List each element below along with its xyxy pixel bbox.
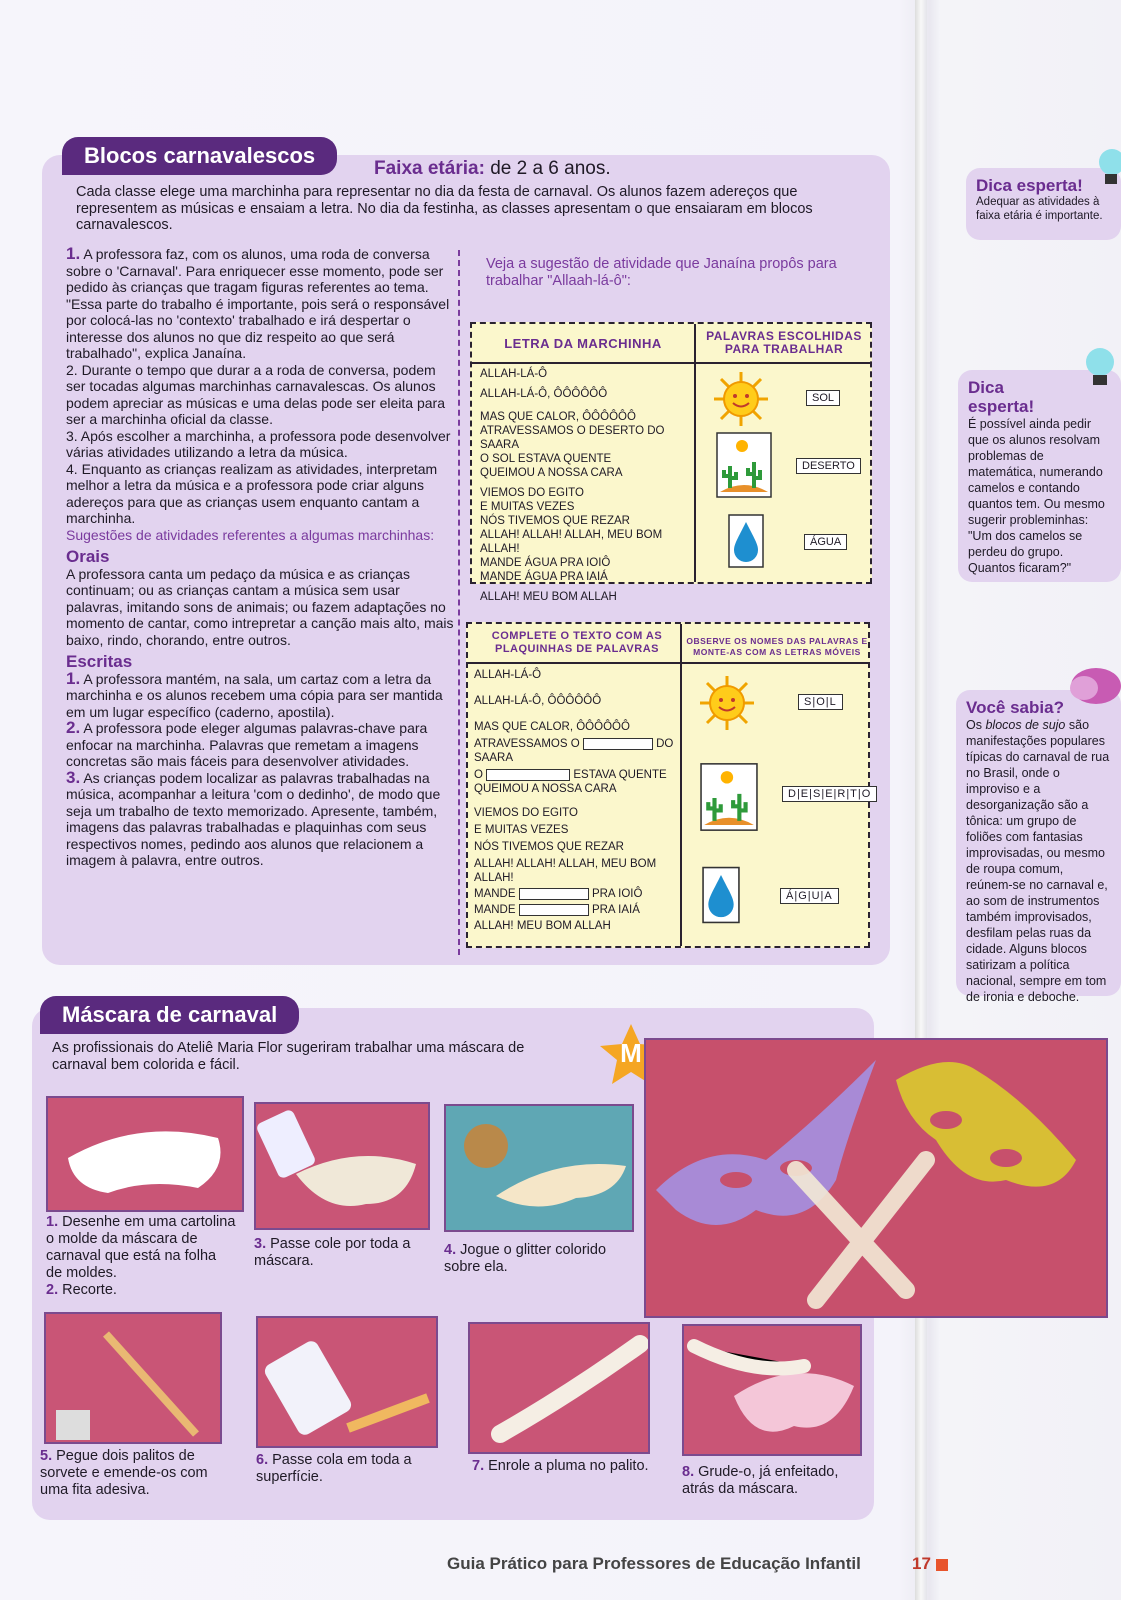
- caption-text: Jogue o glitter colorido sobre ela.: [444, 1242, 607, 1275]
- pink-mask-icon: [684, 1326, 862, 1456]
- lyric-line: NÓS TIVEMOS QUE REZAR: [474, 841, 624, 853]
- step-photo-4: [444, 1104, 634, 1232]
- lyric-line-blank: [474, 765, 680, 782]
- orais-text: A professora canta um pedaço da música e as crianças continuam; ou as crianças cantam a música sem usar palavras, imitando sons de animais; ou fazem adaptações no momento de cantar, como intrepretar a canção mais alto, mais baixo, rindo, chorando, entre outros.: [66, 565, 454, 648]
- lyric-line: E MUITAS VEZES: [480, 501, 575, 513]
- caption-step-5: [40, 1448, 230, 1499]
- caption-text: Recorte.: [62, 1282, 117, 1298]
- box1-lyrics: [480, 364, 694, 604]
- sticks-tape-icon: [46, 1314, 222, 1444]
- step-photo-5: [44, 1312, 222, 1444]
- lyric-line: ALLAH! MEU BOM ALLAH: [480, 591, 617, 603]
- escrita-1: [66, 668, 454, 721]
- lyric-line: MANDE ÁGUA PRA IAIÁ: [480, 571, 608, 583]
- finished-masks-photo: [644, 1038, 1108, 1318]
- step-2: 2. Durante o tempo que durar a a roda de conversa, podem ser tocadas algumas marchinhas carnavalescas. Os alunos podem apreciar as músicas e uma delas pode ser eleita para ser a marchinha oficial da classe.: [66, 361, 445, 427]
- sun-icon: [712, 370, 770, 428]
- sabia-title: Você sabia?: [966, 698, 1064, 717]
- lyric-fragment: ESTAVA QUENTE: [573, 769, 667, 781]
- desert-icon: [716, 432, 772, 498]
- caption-number: 1.: [46, 1214, 59, 1230]
- dica-1-text: Adequar as atividades à faixa etária é importante.: [976, 196, 1103, 222]
- page-marker-icon: [936, 1559, 948, 1571]
- escrita-3: [66, 767, 454, 869]
- lyric-line: ALLAH-LÁ-Ô, ÔÔÔÔÔÔ: [474, 695, 602, 707]
- lyric-fragment: O: [474, 769, 483, 781]
- lyric-line: NÓS TIVEMOS QUE REZAR: [480, 515, 630, 527]
- caption-step-7: [472, 1458, 652, 1475]
- caption-text: Pegue dois palitos de sorvete e emende-os com uma fita adesiva.: [40, 1448, 208, 1498]
- escritas-heading: Escritas: [66, 652, 133, 671]
- escrita-2: [66, 720, 454, 770]
- lyric-line: ALLAH-LÁ-Ô: [480, 368, 548, 380]
- caption-step-8: [682, 1464, 872, 1498]
- escrita-2-number: 2.: [66, 718, 81, 737]
- voce-sabia: [956, 690, 1121, 1004]
- caption-text: Grude-o, já enfeitado, atrás da máscara.: [682, 1464, 839, 1497]
- step-4: 4. Enquanto as crianças realizam as atividades, interpretam melhor a letra da música e a professora pode criar alguns adereços para que as crianças usem enquanto cantam a marchinha.: [66, 460, 438, 526]
- lightbulb-icon: [1082, 346, 1118, 396]
- lyric-line-blank: [474, 734, 680, 751]
- lyric-fragment: ATRAVESSAMOS O: [474, 738, 580, 750]
- mascara-intro: As profissionais do Ateliê Maria Flor sugeriram trabalhar uma máscara de carnaval bem colorida e fácil.: [52, 1040, 525, 1073]
- desert-icon: [700, 762, 758, 832]
- age-range: [374, 158, 611, 180]
- lyrics-box-1: [470, 322, 872, 603]
- page-number-text: 17: [912, 1554, 931, 1573]
- lyric-line-blank: [474, 885, 680, 901]
- caption-number: 2.: [46, 1282, 59, 1298]
- dica-1-title: Dica esperta!: [976, 176, 1083, 195]
- caption-step-4: [444, 1242, 634, 1276]
- dica-esperta-2: [958, 370, 1121, 582]
- letter-tiles-sol: S|O|L: [798, 694, 843, 710]
- box2-head-left: COMPLETE O TEXTO COM AS PLAQUINHAS DE PALAVRAS: [491, 630, 663, 655]
- lyric-line: VIEMOS DO EGITO: [474, 807, 578, 819]
- blank-slot-deserto[interactable]: [583, 738, 653, 750]
- blank-slot-sol[interactable]: [486, 769, 570, 781]
- page-number: [912, 1556, 948, 1573]
- lyric-fragment: DO: [656, 738, 674, 750]
- water-drop-icon: [728, 514, 764, 568]
- blocos-title: Blocos carnavalescos: [62, 137, 337, 175]
- lyric-line: MANDE ÁGUA PRA IOIÔ: [480, 557, 611, 569]
- step-photo-7: [468, 1322, 650, 1454]
- speech-bubble-icon: [1066, 666, 1121, 712]
- lyric-line: ALLAH-LÁ-Ô, ÔÔÔÔÔÔ: [480, 388, 608, 400]
- caption-number: 6.: [256, 1452, 269, 1468]
- step-photo-3: [254, 1102, 430, 1230]
- sugestoes-heading: Sugestões de atividades referentes a algumas marchinhas:: [66, 526, 435, 543]
- lyric-fragment: MANDE: [474, 904, 516, 916]
- caption-number: 3.: [254, 1236, 267, 1252]
- glitter-mask-icon: [446, 1106, 634, 1232]
- lyric-line: ALLAH-LÁ-Ô: [474, 669, 542, 681]
- water-drop-icon: [702, 866, 740, 924]
- lightbulb-icon: [1096, 146, 1121, 196]
- glue-mask-icon: [256, 1104, 430, 1230]
- blank-slot-agua-2[interactable]: [519, 904, 589, 916]
- caption-number: 4.: [444, 1242, 457, 1258]
- box2-head-right: OBSERVE OS NOMES DAS PALAVRAS E MONTE-AS COM AS LETRAS MÓVEIS: [686, 636, 868, 657]
- masks-illustration: [646, 1040, 1108, 1318]
- footer-text: Guia Prático para Professores de Educação Infantil: [447, 1554, 861, 1573]
- sabia-pre: Os: [966, 718, 982, 732]
- feather-icon: [470, 1324, 650, 1454]
- lyric-line: VIEMOS DO EGITO: [480, 487, 584, 499]
- lyric-line: ALLAH! ALLAH! ALLAH, MEU BOM ALLAH!: [474, 858, 657, 884]
- caption-number: 5.: [40, 1448, 53, 1464]
- box1-head-right: PALAVRAS ESCOLHIDAS PARA TRABALHAR: [706, 329, 862, 356]
- step-photo-8: [682, 1324, 862, 1456]
- lyric-line: MAS QUE CALOR, ÔÔÔÔÔÔ: [480, 411, 636, 423]
- sabia-emphasis: blocos de sujo: [985, 718, 1066, 732]
- blocos-intro: Cada classe elege uma marchinha para representar no dia da festa de carnaval. Os alunos fazem adereços que representem as músicas e ensaiam a letra. No dia da festinha, as classes apresentam o que ensaiaram em blocos carnavalescos.: [76, 184, 813, 233]
- sun-icon: [698, 674, 756, 732]
- caption-step-6: [256, 1452, 436, 1486]
- lyric-line: O SOL ESTAVA QUENTE: [480, 453, 612, 465]
- lyrics-box-2: [466, 622, 870, 948]
- word-tag-deserto: DESERTO: [796, 458, 861, 474]
- m-badge-letter: M: [620, 1038, 642, 1068]
- lyric-line: ALLAH! MEU BOM ALLAH: [474, 920, 611, 932]
- escrita-2-text: A professora pode eleger algumas palavras-chave para enfocar na marchinha. Palavras que remetam a imagens concretas são mais fáceis para desenvolver atividades.: [66, 720, 428, 769]
- lyric-line: ATRAVESSAMOS O DESERTO DO SAARA: [480, 425, 665, 451]
- caption-number: 7.: [472, 1458, 485, 1474]
- letter-tiles-deserto: D|E|S|E|R|T|O: [782, 786, 877, 802]
- orais-heading: Orais: [66, 547, 110, 566]
- word-tag-agua: ÁGUA: [804, 534, 847, 550]
- caption-step-1-2: [46, 1214, 236, 1299]
- lyric-line: QUEIMOU A NOSSA CARA: [474, 783, 617, 795]
- lyric-line: MAS QUE CALOR, ÔÔÔÔÔÔ: [474, 721, 630, 733]
- caption-text: Passe cola em toda a superfície.: [256, 1452, 412, 1485]
- step-photo-6: [256, 1316, 438, 1448]
- escrita-1-number: 1.: [66, 668, 81, 688]
- letter-tiles-agua: Á|G|U|A: [780, 888, 839, 904]
- step-1-text: A professora faz, com os alunos, uma roda de conversa sobre o 'Carnaval'. Para enriquecer esse momento, pode ser pedido às crianças que tragam figuras referentes ao tema. "Essa parte do trabalho é importante, pois será o responsável por colocá-las no 'contexto' trabalhado e irá despertar o interesse dos alunos no que diz respeito ao que será trabalhado", explica Janaína.: [66, 246, 450, 361]
- blocos-left-column: [66, 246, 454, 869]
- page-fold: [915, 0, 927, 1600]
- caption-step-3: [254, 1236, 434, 1270]
- step-1: [66, 246, 454, 362]
- glue-stick-icon: [258, 1318, 438, 1448]
- caption-text: Desenhe em uma cartolina o molde da máscara de carnaval que está na folha de moldes.: [46, 1214, 236, 1281]
- lyric-line: E MUITAS VEZES: [474, 824, 569, 836]
- caption-text: Enrole a pluma no palito.: [488, 1458, 649, 1474]
- lyric-line: QUEIMOU A NOSSA CARA: [480, 467, 623, 479]
- caption-number: 8.: [682, 1464, 695, 1480]
- step-photo-1: [46, 1096, 244, 1212]
- lyric-line: SAARA: [474, 752, 513, 764]
- escrita-1-text: A professora mantém, na sala, um cartaz com a letra da marchinha e os alunos recebem uma cópia para ser mantida em um lugar específico (caderno, apostila).: [66, 670, 443, 720]
- box2-divider: [680, 624, 682, 946]
- escrita-3-text: As crianças podem localizar as palavras trabalhadas na música, acompanhar a leitura 'com o dedinho', de modo que seja um trabalho de texto memorizado. Apresente, também, imagens das palavras trabalhadas e plaquinhas com seus respectivos nomes, pedindo aos alunos que relacionem a imagem à palavra, entre outros.: [66, 769, 441, 868]
- lyric-fragment: PRA IOIÔ: [591, 888, 643, 900]
- lyric-fragment: MANDE: [474, 888, 516, 900]
- blank-slot-agua-1[interactable]: [519, 888, 589, 900]
- veja-sugestao: Veja a sugestão de atividade que Janaína propôs para trabalhar "Allaah-lá-ô":: [486, 256, 837, 289]
- sabia-text: [966, 717, 1111, 1005]
- dica-2-text: É possível ainda pedir que os alunos resolvam problemas de matemática, numerando camelos e contando quantos tem. Ou mesmo sugerir probleminhas: "Um dos camelos se perdeu do grupo. Quantos ficaram?": [968, 417, 1105, 575]
- word-tag-sol: SOL: [806, 390, 840, 406]
- step-3: 3. Após escolher a marchinha, a professora pode desenvolver várias atividades utilizando a letra da música.: [66, 427, 451, 460]
- caption-text: Passe cole por toda a máscara.: [254, 1236, 411, 1269]
- box1-head-left: LETRA DA MARCHINHA: [504, 336, 662, 351]
- age-value: de 2 a 6 anos.: [490, 158, 611, 179]
- column-divider: [458, 250, 460, 955]
- lyric-fragment: PRA IAIÁ: [591, 904, 640, 916]
- age-label: Faixa etária:: [374, 158, 485, 179]
- lyric-line: ALLAH! ALLAH! ALLAH, MEU BOM ALLAH!: [480, 529, 663, 555]
- lyric-line-blank: [474, 901, 680, 917]
- sabia-body: são manifestações populares típicas do carnaval de rua no Brasil, onde o improviso e a desorganização são a tônica: um grupo de foliões com fantasias improvisadas, ou mesmo de roupa comum, reúnem-se no carnaval e, ao som de instrumentos também improvisados, desfilam pelas ruas da cidade. Alguns blocos satirizam a política nacional, sempre em tom de ironia e deboche.: [966, 718, 1110, 1004]
- step-1-number: 1.: [66, 244, 81, 263]
- dica-2-title: Dica esperta!: [968, 378, 1035, 416]
- escrita-3-number: 3.: [66, 767, 81, 787]
- box2-lyrics: [474, 664, 680, 933]
- mascara-title: Máscara de carnaval: [40, 996, 299, 1034]
- white-mask-icon: [48, 1098, 244, 1212]
